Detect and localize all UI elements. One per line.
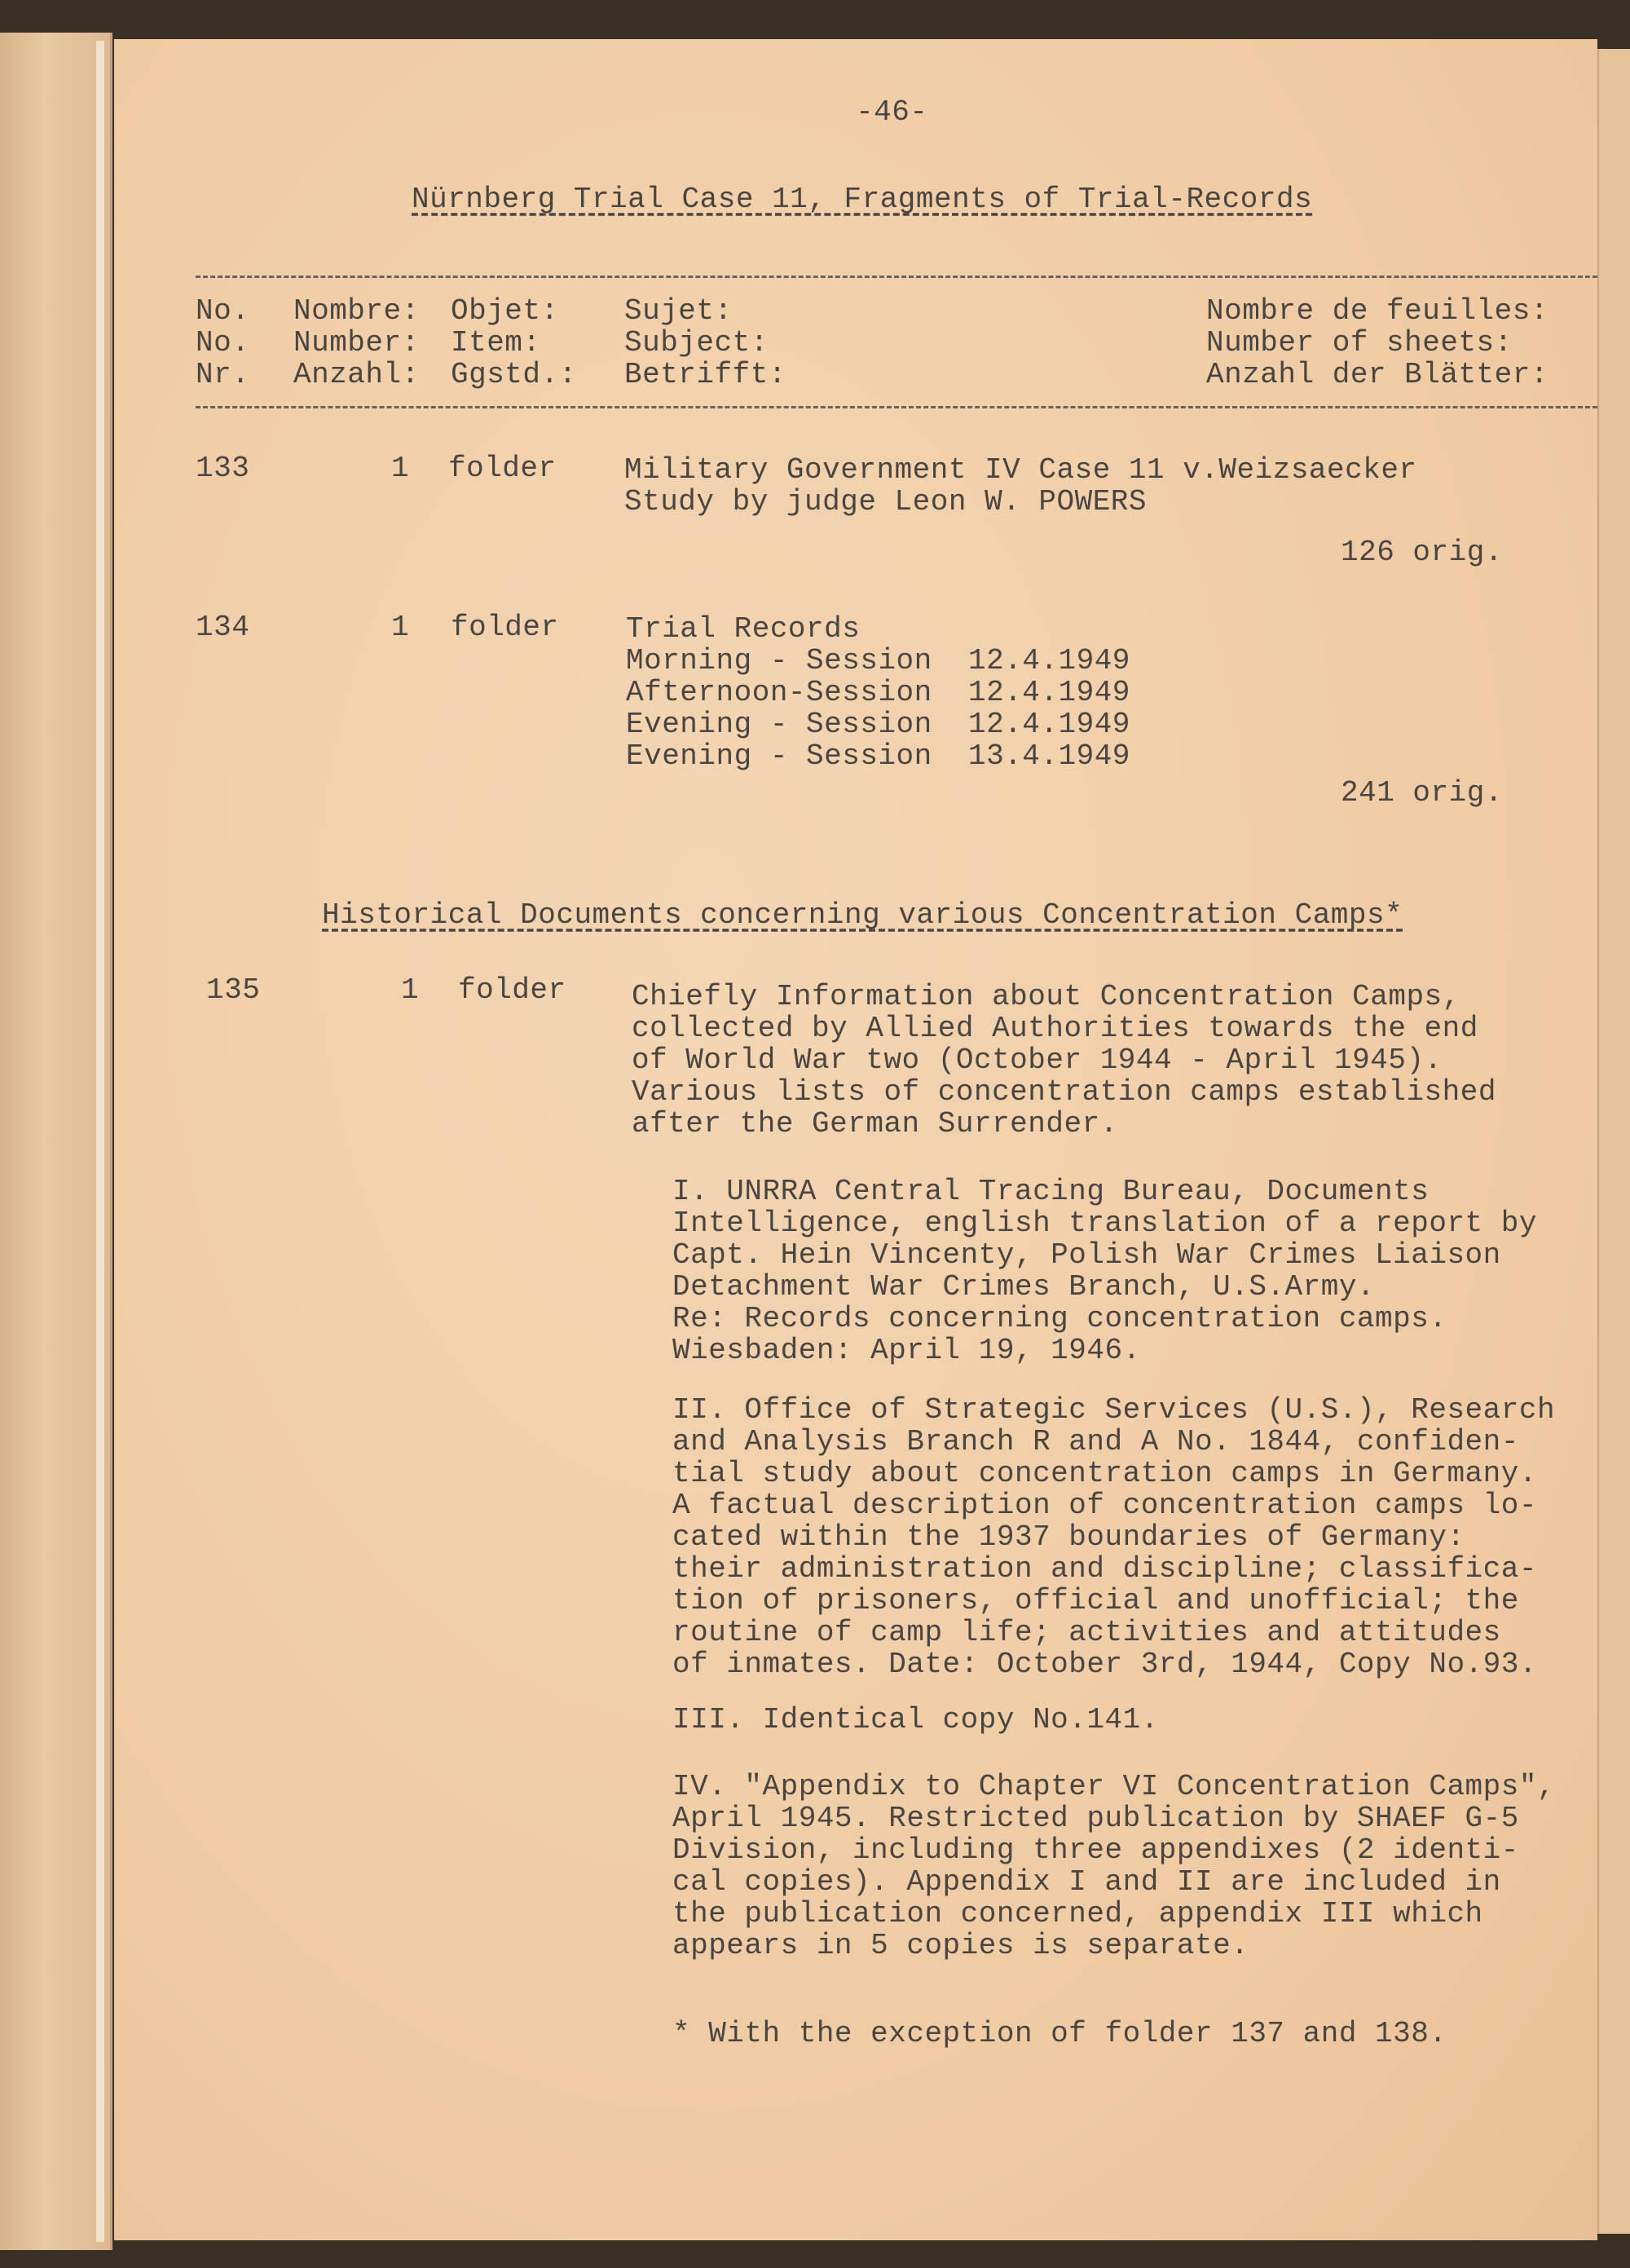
entry-count: 1 bbox=[391, 611, 410, 644]
entry-subject-line: Evening - Session 13.4.1949 bbox=[626, 739, 1130, 773]
col-subject-en: Subject: bbox=[624, 326, 769, 360]
sub-item-line: routine of camp life; activities and attitudes bbox=[672, 1616, 1501, 1649]
col-number-fr: Nombre: bbox=[293, 294, 420, 328]
sub-item-line: their administration and discipline; classifica- bbox=[672, 1552, 1537, 1586]
sub-item-line: appears in 5 copies is separate. bbox=[672, 1929, 1249, 1962]
entry-subject-line: Trial Records bbox=[626, 612, 861, 646]
section-heading-concentration-camps: Historical Documents concerning various Concentration Camps* bbox=[322, 898, 1403, 932]
sub-item-line: cal copies). Appendix I and II are included in bbox=[672, 1865, 1501, 1899]
col-sheets-fr: Nombre de feuilles: bbox=[1206, 294, 1548, 328]
col-item-en: Item: bbox=[451, 326, 541, 360]
entry-subject-line: Military Government IV Case 11 v.Weizsaecker bbox=[624, 453, 1417, 487]
entry-subject-line: Evening - Session 12.4.1949 bbox=[626, 708, 1130, 741]
binding-edge bbox=[96, 41, 104, 2242]
sub-item-line: tion of prisoners, official and unofficial; the bbox=[672, 1584, 1519, 1617]
entry-number: 135 bbox=[206, 973, 261, 1007]
col-no-fr: No. bbox=[196, 294, 250, 328]
entry-number: 133 bbox=[196, 452, 250, 485]
entry-subject-line: Morning - Session 12.4.1949 bbox=[626, 644, 1130, 677]
footnote: * With the exception of folder 137 and 138. bbox=[672, 2017, 1447, 2050]
entry-subject-line: collected by Allied Authorities towards the end bbox=[632, 1012, 1478, 1045]
page-number: -46- bbox=[856, 95, 928, 129]
col-number-de: Anzahl: bbox=[293, 358, 420, 391]
col-no-de: Nr. bbox=[196, 358, 250, 391]
adjacent-page-edge bbox=[1597, 49, 1630, 2234]
col-sheets-de: Anzahl der Blätter: bbox=[1206, 358, 1548, 391]
entry-count: 1 bbox=[401, 973, 420, 1007]
sub-item-line: III. Identical copy No.141. bbox=[672, 1703, 1159, 1736]
sub-item-line: Intelligence, english translation of a report by bbox=[672, 1207, 1537, 1240]
sub-item-line: April 1945. Restricted publication by SHAEF G-5 bbox=[672, 1802, 1519, 1835]
sub-item-line: Division, including three appendixes (2 identi- bbox=[672, 1833, 1519, 1867]
entry-subject-line: Study by judge Leon W. POWERS bbox=[624, 485, 1148, 518]
entry-item: folder bbox=[458, 973, 566, 1007]
col-number-en: Number: bbox=[293, 326, 420, 360]
col-item-de: Ggstd.: bbox=[451, 358, 577, 391]
sub-item-line: IV. "Appendix to Chapter VI Concentration Camps", bbox=[672, 1770, 1556, 1803]
col-no-en: No. bbox=[196, 326, 250, 360]
sub-item-line: the publication concerned, appendix III which bbox=[672, 1897, 1483, 1930]
entry-number: 134 bbox=[196, 611, 250, 644]
entry-subject-line: Various lists of concentration camps established bbox=[632, 1075, 1496, 1109]
col-subject-de: Betrifft: bbox=[624, 358, 786, 391]
sub-item-line: Re: Records concerning concentration camps. bbox=[672, 1302, 1447, 1335]
entry-count: 1 bbox=[391, 452, 410, 485]
entry-subject-line: Afternoon-Session 12.4.1949 bbox=[626, 676, 1130, 709]
sub-item-line: II. Office of Strategic Services (U.S.), Research bbox=[672, 1393, 1556, 1427]
entry-item: folder bbox=[448, 452, 557, 485]
entry-subject-line: of World War two (October 1944 - April 1945). bbox=[632, 1044, 1443, 1077]
table-header-top-rule bbox=[196, 276, 1597, 278]
sub-item-line: of inmates. Date: October 3rd, 1944, Copy No.93. bbox=[672, 1648, 1537, 1681]
entry-subject-line: after the German Surrender. bbox=[632, 1107, 1118, 1141]
entry-subject-line: Chiefly Information about Concentration Camps, bbox=[632, 980, 1460, 1013]
entry-sheets: 241 orig. bbox=[1341, 776, 1503, 810]
sub-item-line: cated within the 1937 boundaries of Germany: bbox=[672, 1520, 1465, 1554]
col-item-fr: Objet: bbox=[451, 294, 559, 328]
sub-item-line: A factual description of concentration camps lo- bbox=[672, 1489, 1537, 1522]
sub-item-line: and Analysis Branch R and A No. 1844, confiden- bbox=[672, 1425, 1519, 1458]
entry-item: folder bbox=[451, 611, 559, 644]
section-heading-trial-records: Nürnberg Trial Case 11, Fragments of Trial-Records bbox=[412, 183, 1313, 216]
sub-item-line: Wiesbaden: April 19, 1946. bbox=[672, 1334, 1141, 1367]
col-subject-fr: Sujet: bbox=[624, 294, 733, 328]
sub-item-line: tial study about concentration camps in Germany. bbox=[672, 1457, 1537, 1490]
sub-item-line: Detachment War Crimes Branch, U.S.Army. bbox=[672, 1270, 1376, 1304]
table-header-bottom-rule bbox=[196, 406, 1597, 408]
sub-item-line: I. UNRRA Central Tracing Bureau, Documents bbox=[672, 1175, 1430, 1208]
col-sheets-en: Number of sheets: bbox=[1206, 326, 1513, 360]
entry-sheets: 126 orig. bbox=[1341, 536, 1503, 569]
sub-item-line: Capt. Hein Vincenty, Polish War Crimes Liaison bbox=[672, 1238, 1501, 1272]
